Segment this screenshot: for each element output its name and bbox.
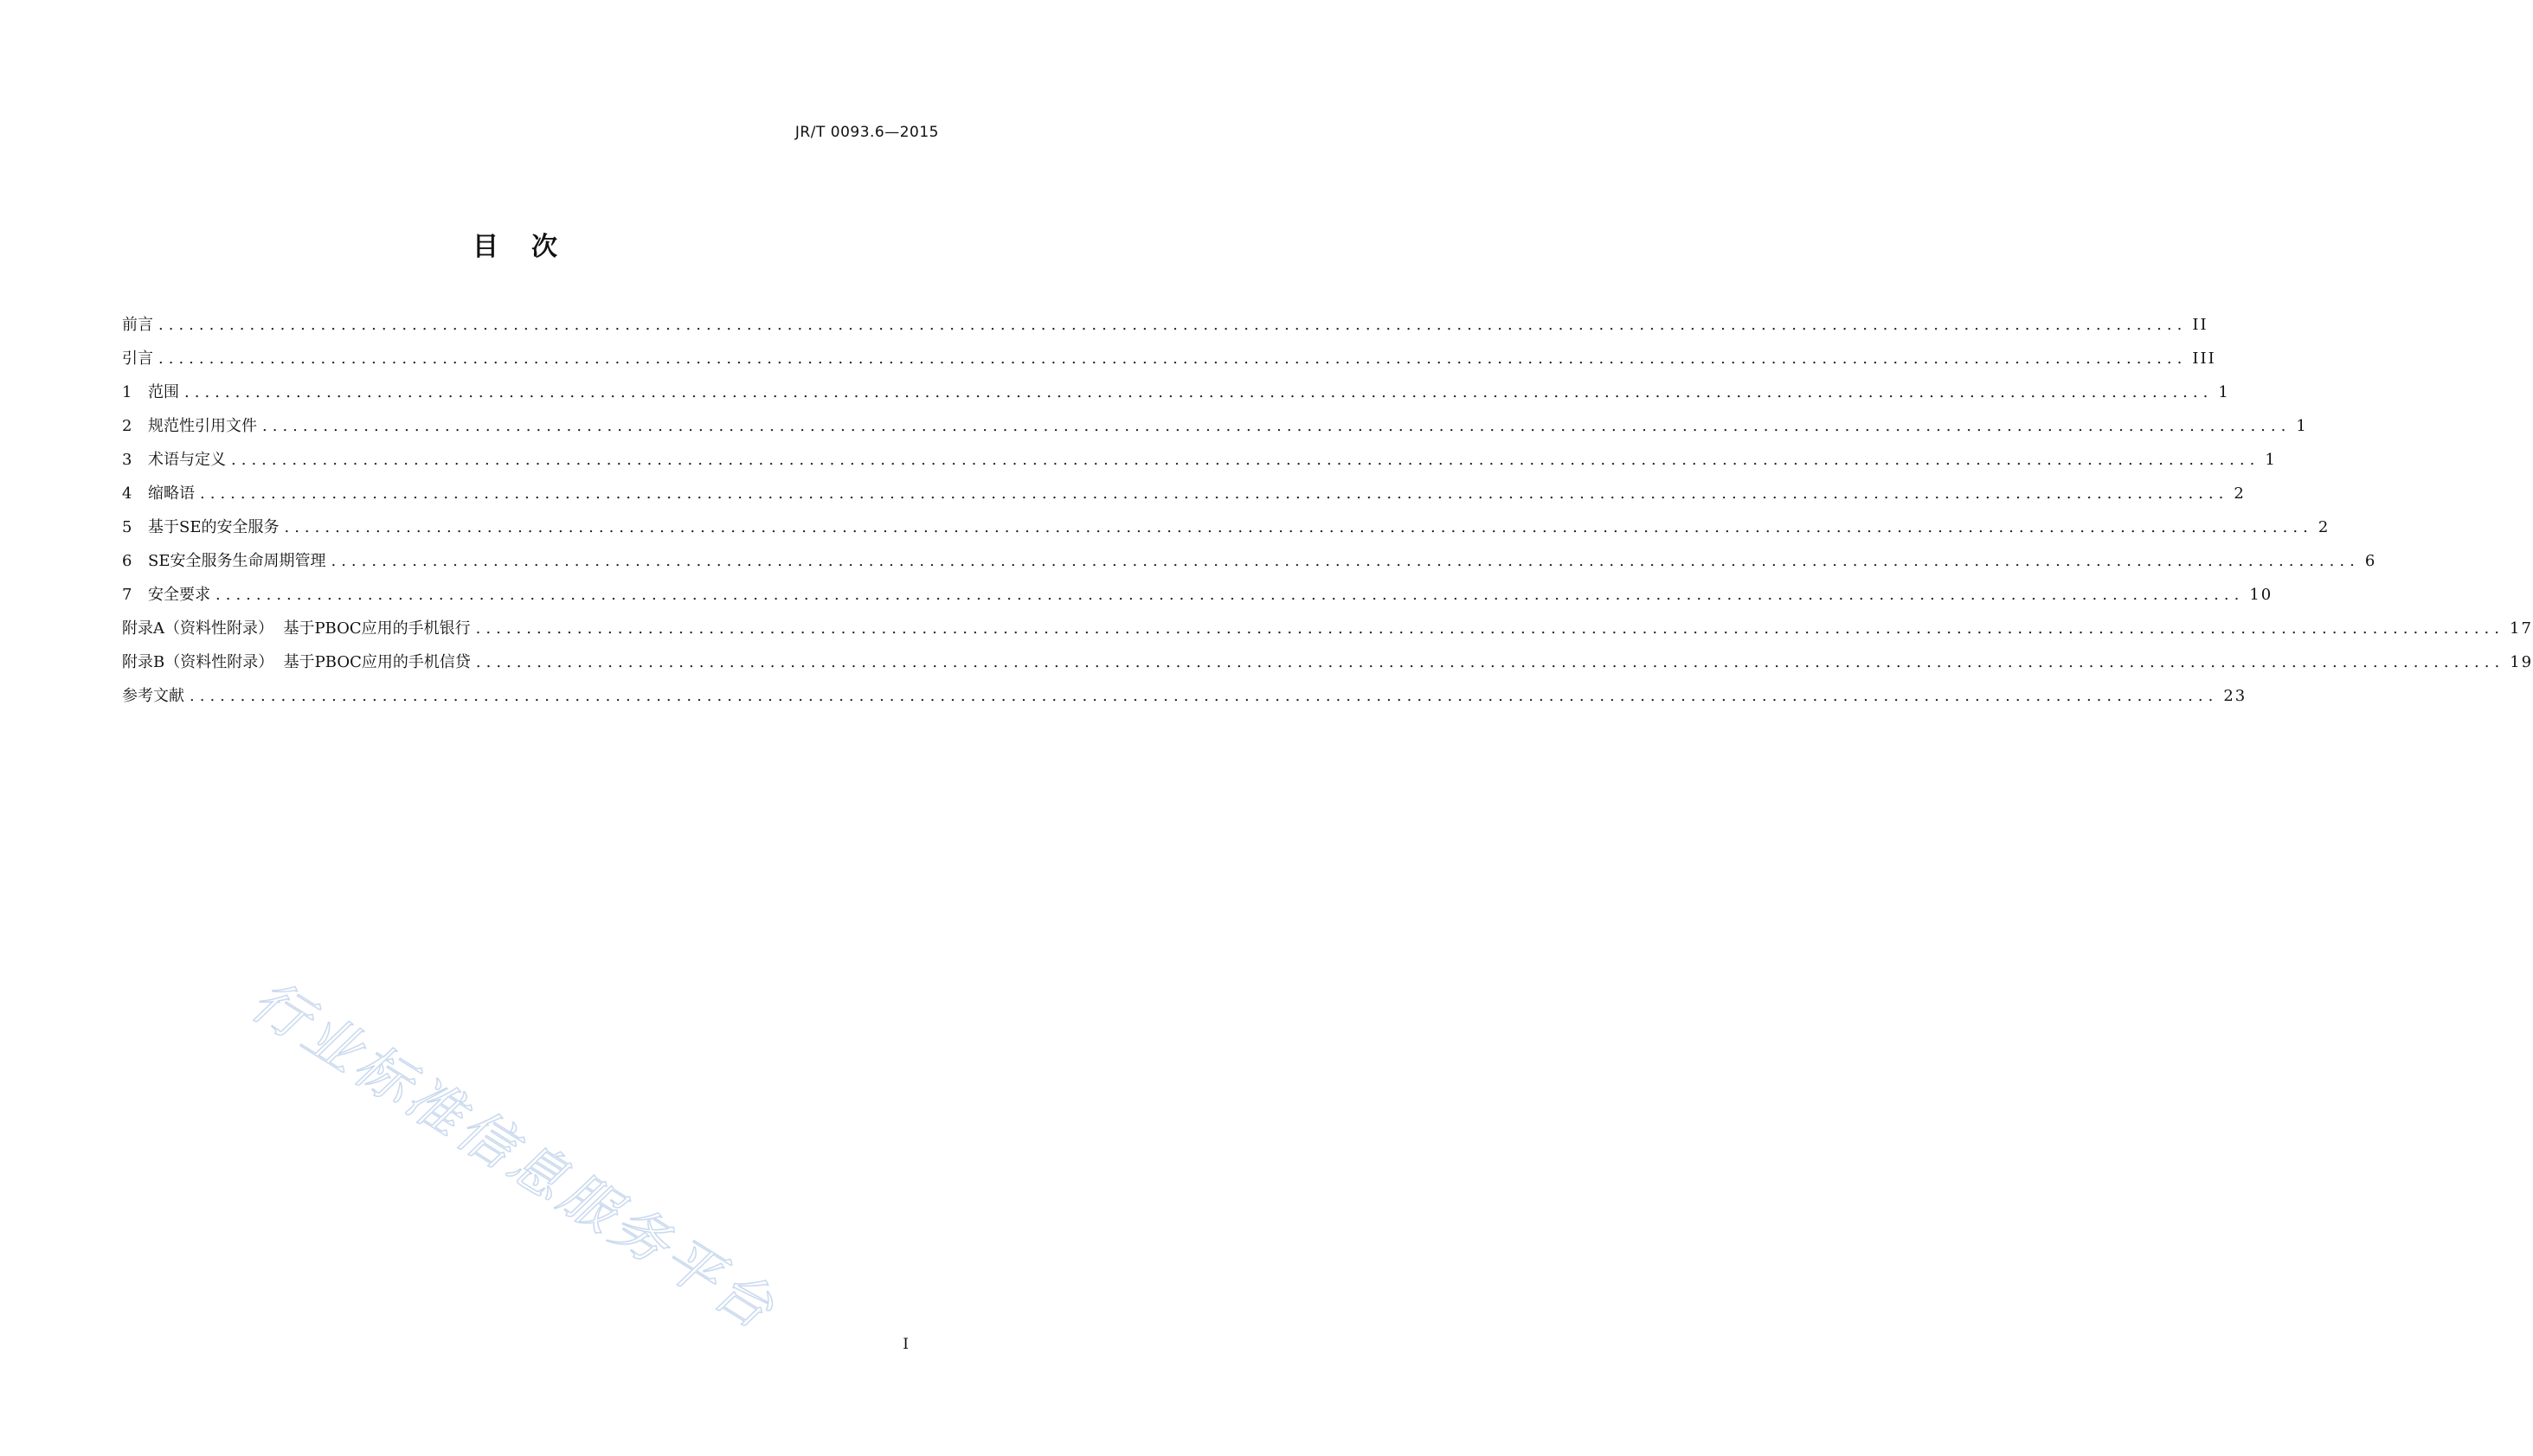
toc-entry-page: 1 xyxy=(2296,417,2308,435)
toc-entry-label: 安全要求 xyxy=(148,586,210,604)
toc-entry-security-requirements[interactable] xyxy=(122,578,2273,612)
toc-entry-number: 3 xyxy=(122,451,132,469)
toc-entry-label: 前言 xyxy=(122,316,153,334)
toc-entry-appendix-b[interactable] xyxy=(122,645,2533,679)
watermark: 行业标准信息服务平台 xyxy=(240,968,788,1344)
toc-title: 目次 xyxy=(473,232,590,262)
toc-leader-dots: ........................................................................................................................................................................................................ xyxy=(475,653,2505,671)
toc-entry-introduction[interactable] xyxy=(122,342,2216,375)
toc-leader-dots: ........................................................................................................................................................................................................ xyxy=(190,687,2219,705)
toc-entry-label: 参考文献 xyxy=(122,687,184,705)
toc-entry-label: 术语与定义 xyxy=(148,451,226,469)
toc-entry-abbreviations[interactable] xyxy=(122,477,2246,510)
toc-entry-label: 附录A（资料性附录） 基于PBOC应用的手机银行 xyxy=(122,619,471,638)
toc-entry-label: 附录B（资料性附录） 基于PBOC应用的手机信贷 xyxy=(122,653,471,671)
toc-entry-page: 19 xyxy=(2510,653,2533,671)
toc-entry-scope[interactable] xyxy=(122,375,2230,409)
toc-entry-label: 范围 xyxy=(148,383,179,401)
toc-entry-page: 17 xyxy=(2510,619,2533,638)
toc-entry-preface[interactable] xyxy=(122,308,2208,342)
toc-entry-number: 4 xyxy=(122,484,132,503)
toc-entry-lifecycle-management[interactable] xyxy=(122,544,2377,578)
toc-entry-label: 基于SE的安全服务 xyxy=(148,518,280,536)
toc-leader-dots: ........................................................................................................................................................................................................ xyxy=(200,484,2229,503)
toc-entry-appendix-a[interactable] xyxy=(122,612,2533,645)
toc-leader-dots: ........................................................................................................................................................................................................ xyxy=(262,417,2292,435)
toc-entry-page: 1 xyxy=(2265,451,2277,469)
toc-leader-dots: ........................................................................................................................................................................................................ xyxy=(158,316,2188,334)
toc-entry-page: III xyxy=(2192,350,2216,368)
toc-entry-number: 6 xyxy=(122,552,132,570)
toc-entry-se-security-services[interactable] xyxy=(122,510,2330,544)
toc-leader-dots: ........................................................................................................................................................................................................ xyxy=(475,619,2504,638)
toc-leader-dots: ........................................................................................................................................................................................................ xyxy=(231,451,2260,469)
toc-leader-dots: ........................................................................................................................................................................................................ xyxy=(331,552,2360,570)
toc-entry-bibliography[interactable] xyxy=(122,679,2247,713)
toc-entry-page: 6 xyxy=(2364,552,2377,570)
toc-entry-label: 引言 xyxy=(122,350,153,368)
toc-entry-page: 23 xyxy=(2223,687,2247,705)
toc-entry-page: 1 xyxy=(2218,383,2230,401)
toc-entry-terms-definitions[interactable] xyxy=(122,443,2277,477)
toc-leader-dots: ........................................................................................................................................................................................................ xyxy=(284,518,2313,536)
toc-entry-label: 规范性引用文件 xyxy=(148,417,257,435)
toc-entry-page: 10 xyxy=(2249,586,2273,604)
toc-leader-dots: ........................................................................................................................................................................................................ xyxy=(158,350,2188,368)
toc-entry-normative-references[interactable] xyxy=(122,409,2308,443)
toc-leader-dots: ........................................................................................................................................................................................................ xyxy=(215,586,2245,604)
toc-entry-number: 2 xyxy=(122,417,132,435)
toc-entry-label: 缩略语 xyxy=(148,484,195,503)
toc-entry-number: 5 xyxy=(122,518,132,536)
toc-entry-number: 7 xyxy=(122,586,132,604)
standard-code: JR/T 0093.6—2015 xyxy=(794,124,939,141)
toc-entry-page: II xyxy=(2192,316,2208,334)
table-of-contents xyxy=(122,308,2533,713)
toc-leader-dots: ........................................................................................................................................................................................................ xyxy=(184,383,2214,401)
page-number: I xyxy=(903,1336,909,1353)
toc-entry-page: 2 xyxy=(2318,518,2330,536)
toc-entry-page: 2 xyxy=(2234,484,2246,503)
toc-entry-label: SE安全服务生命周期管理 xyxy=(148,552,326,570)
toc-entry-number: 1 xyxy=(122,383,132,401)
